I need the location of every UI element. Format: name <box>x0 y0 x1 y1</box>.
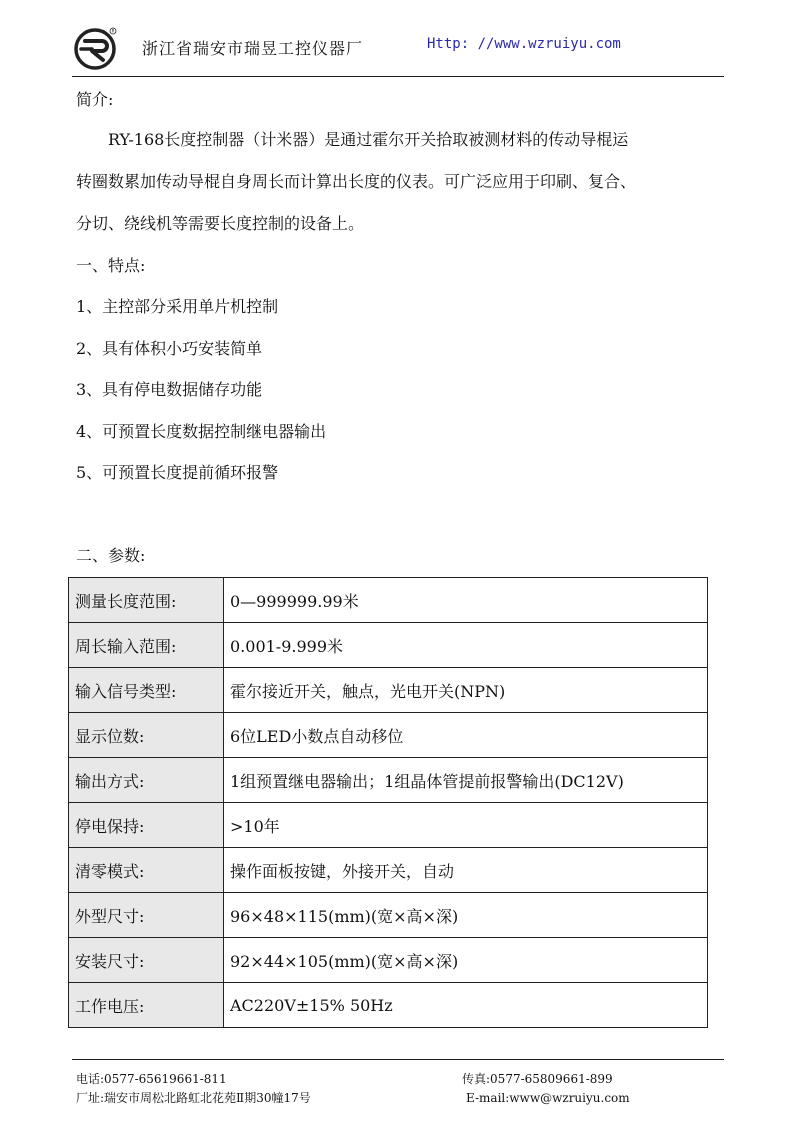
param-value: >10年 <box>224 803 708 848</box>
footer-email[interactable]: E-mail:www@wzruiyu.com <box>466 1091 630 1105</box>
table-row <box>69 623 708 668</box>
param-value: 0—999999.99米 <box>224 578 708 623</box>
table-row <box>69 803 708 848</box>
table-row <box>69 713 708 758</box>
table-row <box>69 668 708 713</box>
param-label: 停电保持: <box>69 803 224 848</box>
feature-item: 4、可预置长度数据控制继电器输出 <box>76 422 327 441</box>
param-value: AC220V±15% 50Hz <box>224 983 708 1028</box>
features-heading: 一、特点: <box>76 256 146 275</box>
table-row <box>69 758 708 803</box>
param-value: 霍尔接近开关，触点，光电开关(NPN) <box>224 668 708 713</box>
feature-item: 5、可预置长度提前循环报警 <box>76 463 279 482</box>
footer-address: 厂址:瑞安市周松北路虹北花苑Ⅱ期30幢17号 <box>76 1091 311 1105</box>
table-row <box>69 893 708 938</box>
params-heading: 二、参数: <box>76 546 146 565</box>
company-name: 浙江省瑞安市瑞昱工控仪器厂 <box>142 39 364 58</box>
feature-item: 2、具有体积小巧安装简单 <box>76 339 263 358</box>
param-label: 测量长度范围: <box>69 578 224 623</box>
intro-heading: 简介: <box>76 90 114 109</box>
feature-item: 1、主控部分采用单片机控制 <box>76 297 279 316</box>
param-value: 操作面板按键，外接开关，自动 <box>224 848 708 893</box>
param-label: 显示位数: <box>69 713 224 758</box>
footer-phone: 电话:0577-65619661-811 <box>76 1072 227 1086</box>
table-row <box>69 848 708 893</box>
param-label: 安装尺寸: <box>69 938 224 983</box>
param-label: 周长输入范围: <box>69 623 224 668</box>
header-divider <box>72 76 724 77</box>
param-value: 96×48×115(mm)(宽×高×深) <box>224 893 708 938</box>
param-label: 输出方式: <box>69 758 224 803</box>
table-row <box>69 983 708 1028</box>
param-value: 1组预置继电器输出；1组晶体管提前报警输出(DC12V) <box>224 758 708 803</box>
intro-paragraph <box>76 119 724 245</box>
website-link[interactable]: Http: //www.wzruiyu.com <box>427 36 621 52</box>
param-value: 6位LED小数点自动移位 <box>224 713 708 758</box>
svg-text:R: R <box>111 28 115 34</box>
params-table <box>68 577 708 1028</box>
footer-fax: 传真:0577-65809661-899 <box>462 1072 613 1086</box>
feature-item: 3、具有停电数据储存功能 <box>76 380 263 399</box>
table-row <box>69 578 708 623</box>
page-header <box>72 22 724 78</box>
company-logo-icon <box>72 26 118 72</box>
table-row <box>69 938 708 983</box>
intro-line-1: RY-168长度控制器（计米器）是通过霍尔开关拾取被测材料的传动导棍运 <box>108 130 629 149</box>
intro-line-2: 转圈数累加传动导棍自身周长而计算出长度的仪表。可广泛应用于印刷、复合、 <box>76 172 637 191</box>
intro-line-3: 分切、绕线机等需要长度控制的设备上。 <box>76 214 365 233</box>
footer-divider <box>72 1059 724 1060</box>
param-label: 输入信号类型: <box>69 668 224 713</box>
param-label: 工作电压: <box>69 983 224 1028</box>
param-label: 清零模式: <box>69 848 224 893</box>
param-value: 0.001-9.999米 <box>224 623 708 668</box>
param-label: 外型尺寸: <box>69 893 224 938</box>
param-value: 92×44×105(mm)(宽×高×深) <box>224 938 708 983</box>
